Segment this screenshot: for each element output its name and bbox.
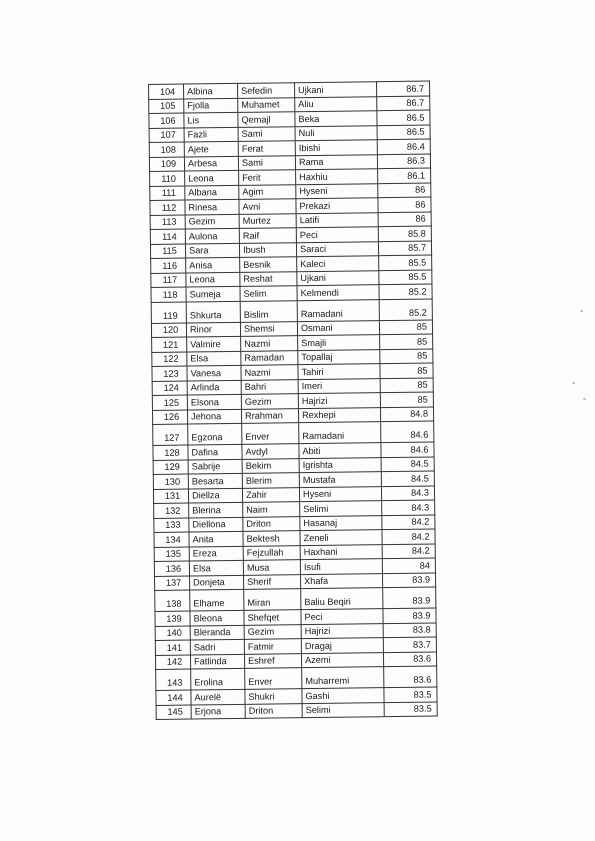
score-cell: 83.6 <box>384 666 437 688</box>
row-number-cell: 116 <box>151 258 186 273</box>
first-name-cell: Arbesa <box>184 156 238 171</box>
last-name-cell: Aliu <box>295 96 377 112</box>
table-row <box>156 702 437 720</box>
last-name-cell: Isufi <box>300 559 382 575</box>
last-name-cell: Latifi <box>296 212 378 228</box>
father-name-cell: Avdyl <box>242 444 299 459</box>
score-cell: 86 <box>378 212 431 227</box>
score-cell: 86.7 <box>377 96 430 111</box>
father-name-cell: Bektesh <box>243 531 300 546</box>
father-name-cell: Naim <box>243 502 300 517</box>
first-name-cell: Anita <box>189 531 243 546</box>
first-name-cell: Donjeta <box>190 575 244 590</box>
father-name-cell: Enver <box>245 668 302 690</box>
last-name-cell: Ramadani <box>297 299 379 321</box>
row-number-cell: 122 <box>152 352 187 367</box>
score-cell: 86.4 <box>377 139 430 154</box>
father-name-cell: Shefqet <box>244 610 301 625</box>
first-name-cell: Elsa <box>187 351 241 366</box>
first-name-cell: Leona <box>186 272 240 287</box>
row-number-cell: 129 <box>153 460 188 475</box>
score-cell: 84.3 <box>382 500 435 515</box>
first-name-cell: Blerina <box>189 502 243 517</box>
first-name-cell: Leona <box>185 170 239 185</box>
first-name-cell: Elsona <box>187 394 241 409</box>
score-cell: 86.3 <box>377 154 430 169</box>
row-number-cell: 138 <box>155 590 190 611</box>
first-name-cell: Jehona <box>187 409 241 424</box>
first-name-cell: Elhame <box>190 589 244 611</box>
last-name-cell: Rexhepi <box>298 407 380 423</box>
score-cell: 85 <box>379 320 432 335</box>
row-number-cell: 123 <box>152 366 187 381</box>
scan-mark <box>583 398 586 400</box>
score-cell: 84.5 <box>381 471 434 486</box>
score-cell: 83.9 <box>383 587 436 609</box>
father-name-cell: Sherif <box>244 574 301 589</box>
last-name-cell: Rama <box>295 154 377 170</box>
first-name-cell: Shkurta <box>186 301 240 323</box>
father-name-cell: Bekim <box>242 458 299 473</box>
father-name-cell: Agim <box>239 184 296 199</box>
score-cell: 84.8 <box>380 407 433 422</box>
row-number-cell: 106 <box>149 113 184 128</box>
first-name-cell: Ereza <box>189 546 243 561</box>
father-name-cell: Gezim <box>244 624 301 639</box>
row-number-cell: 119 <box>151 302 186 323</box>
father-name-cell: Selim <box>240 286 297 301</box>
last-name-cell: Nuli <box>295 125 377 141</box>
first-name-cell: Fjolla <box>184 98 238 113</box>
last-name-cell: Xhafa <box>300 573 382 589</box>
score-cell: 83.5 <box>384 702 437 717</box>
score-cell: 84.6 <box>381 421 434 443</box>
row-number-cell: 125 <box>152 395 187 410</box>
ranking-table-body <box>149 81 438 719</box>
father-name-cell: Driton <box>245 703 302 718</box>
last-name-cell: Hyseni <box>296 183 378 199</box>
row-number-cell: 133 <box>154 518 189 533</box>
father-name-cell: Blerim <box>242 473 299 488</box>
score-cell: 83.9 <box>382 573 435 588</box>
father-name-cell: Sefedin <box>237 83 294 98</box>
score-cell: 84.5 <box>381 457 434 472</box>
first-name-cell: Anisa <box>186 257 240 272</box>
score-cell: 83.6 <box>383 652 436 667</box>
score-cell: 83.7 <box>383 637 436 652</box>
row-number-cell: 135 <box>154 547 189 562</box>
father-name-cell: Ramadan <box>241 350 298 365</box>
score-cell: 85.2 <box>379 284 432 299</box>
father-name-cell: Musa <box>243 560 300 575</box>
row-number-cell: 121 <box>152 337 187 352</box>
score-cell: 86 <box>378 197 431 212</box>
last-name-cell: Ujkani <box>294 82 376 98</box>
row-number-cell: 104 <box>149 84 184 99</box>
last-name-cell: Hasanaj <box>300 515 382 531</box>
score-cell: 85.5 <box>379 255 432 270</box>
first-name-cell: Valmire <box>187 336 241 351</box>
father-name-cell: Qemajl <box>238 112 295 127</box>
first-name-cell: Fazli <box>184 127 238 142</box>
score-cell: 84.2 <box>382 515 435 530</box>
father-name-cell: Eshref <box>244 653 301 668</box>
last-name-cell: Dragaj <box>301 638 383 654</box>
row-number-cell: 131 <box>153 489 188 504</box>
row-number-cell: 127 <box>153 424 188 445</box>
father-name-cell: Ferit <box>239 170 296 185</box>
first-name-cell: Besarta <box>188 473 242 488</box>
row-number-cell: 140 <box>155 626 190 641</box>
ranking-table-wrapper <box>148 81 437 720</box>
last-name-cell: Ramadani <box>299 422 381 444</box>
father-name-cell: Reshat <box>240 271 297 286</box>
father-name-cell: Ferat <box>238 141 295 156</box>
first-name-cell: Aurelë <box>191 689 245 704</box>
row-number-cell: 126 <box>152 410 187 425</box>
last-name-cell: Peci <box>296 227 378 243</box>
last-name-cell: Hajrizi <box>298 393 380 409</box>
last-name-cell: Kaleci <box>297 256 379 272</box>
row-number-cell: 136 <box>154 561 189 576</box>
score-cell: 86.5 <box>377 110 430 125</box>
father-name-cell: Avni <box>239 199 296 214</box>
last-name-cell: Smajli <box>298 335 380 351</box>
score-cell: 84.6 <box>381 442 434 457</box>
score-cell: 84.2 <box>382 544 435 559</box>
row-number-cell: 132 <box>154 503 189 518</box>
first-name-cell: Aulona <box>185 228 239 243</box>
first-name-cell: Fatlinda <box>190 654 244 669</box>
row-number-cell: 144 <box>156 690 191 705</box>
last-name-cell: Selimi <box>300 501 382 517</box>
row-number-cell: 109 <box>149 157 184 172</box>
row-number-cell: 115 <box>150 244 185 259</box>
father-name-cell: Murtez <box>239 213 296 228</box>
father-name-cell: Sami <box>238 126 295 141</box>
last-name-cell: Beka <box>295 111 377 127</box>
first-name-cell: Bleranda <box>190 625 244 640</box>
father-name-cell: Rrahman <box>241 408 298 423</box>
first-name-cell: Lis <box>184 112 238 127</box>
row-number-cell: 145 <box>156 705 191 720</box>
last-name-cell: Gashi <box>302 688 384 704</box>
last-name-cell: Mustafa <box>299 472 381 488</box>
score-cell: 84 <box>382 558 435 573</box>
last-name-cell: Kelmendi <box>297 285 379 301</box>
last-name-cell: Muharremi <box>302 667 384 689</box>
row-number-cell: 143 <box>156 669 191 690</box>
father-name-cell: Sami <box>238 155 295 170</box>
first-name-cell: Dafina <box>188 444 242 459</box>
father-name-cell: Gezim <box>241 394 298 409</box>
last-name-cell: Azemi <box>301 652 383 668</box>
row-number-cell: 130 <box>153 474 188 489</box>
father-name-cell: Nazmi <box>241 336 298 351</box>
first-name-cell: Vanesa <box>187 365 241 380</box>
row-number-cell: 113 <box>150 215 185 230</box>
scan-mark <box>580 310 583 312</box>
last-name-cell: Igrishta <box>299 457 381 473</box>
last-name-cell: Haxhiu <box>296 169 378 185</box>
father-name-cell: Miran <box>244 589 301 611</box>
father-name-cell: Fejzullah <box>243 545 300 560</box>
row-number-cell: 137 <box>155 576 190 591</box>
last-name-cell: Topallaj <box>298 349 380 365</box>
row-number-cell: 107 <box>149 128 184 143</box>
score-cell: 84.3 <box>381 486 434 501</box>
row-number-cell: 120 <box>151 323 186 338</box>
last-name-cell: Zeneli <box>300 530 382 546</box>
first-name-cell: Egzona <box>188 423 242 445</box>
first-name-cell: Sumeja <box>186 286 240 301</box>
score-cell: 83.5 <box>384 687 437 702</box>
last-name-cell: Osmani <box>297 320 379 336</box>
first-name-cell: Rinor <box>186 322 240 337</box>
score-cell: 86 <box>378 183 431 198</box>
father-name-cell: Bislim <box>240 300 297 322</box>
last-name-cell: Hajrizi <box>301 623 383 639</box>
first-name-cell: Sadri <box>190 639 244 654</box>
father-name-cell: Nazmi <box>241 365 298 380</box>
row-number-cell: 139 <box>155 611 190 626</box>
first-name-cell: Albina <box>184 83 238 98</box>
score-cell: 83.9 <box>383 608 436 623</box>
row-number-cell: 124 <box>152 381 187 396</box>
row-number-cell: 128 <box>153 445 188 460</box>
score-cell: 85 <box>380 334 433 349</box>
first-name-cell: Diellona <box>189 517 243 532</box>
score-cell: 86.1 <box>378 168 431 183</box>
first-name-cell: Rinesa <box>185 199 239 214</box>
first-name-cell: Arlinda <box>187 380 241 395</box>
first-name-cell: Sara <box>185 243 239 258</box>
last-name-cell: Ujkani <box>297 270 379 286</box>
first-name-cell: Bleona <box>190 610 244 625</box>
first-name-cell: Ajete <box>184 141 238 156</box>
father-name-cell: Ibush <box>239 242 296 257</box>
score-cell: 86.7 <box>376 81 429 96</box>
father-name-cell: Besnik <box>240 257 297 272</box>
last-name-cell: Saraci <box>296 241 378 257</box>
last-name-cell: Hyseni <box>299 486 381 502</box>
last-name-cell: Selimi <box>302 702 384 718</box>
first-name-cell: Albana <box>185 185 239 200</box>
ranking-table <box>148 81 438 720</box>
first-name-cell: Gezim <box>185 214 239 229</box>
row-number-cell: 110 <box>150 171 185 186</box>
scan-mark <box>572 382 575 384</box>
father-name-cell: Shukri <box>245 689 302 704</box>
first-name-cell: Erolina <box>191 668 245 690</box>
father-name-cell: Raif <box>239 228 296 243</box>
father-name-cell: Driton <box>243 516 300 531</box>
last-name-cell: Tahiri <box>298 364 380 380</box>
first-name-cell: Diellza <box>188 488 242 503</box>
row-number-cell: 117 <box>151 273 186 288</box>
score-cell: 85.5 <box>379 270 432 285</box>
first-name-cell: Sabrije <box>188 459 242 474</box>
row-number-cell: 112 <box>150 200 185 215</box>
score-cell: 83.8 <box>383 623 436 638</box>
first-name-cell: Erjona <box>191 704 245 719</box>
score-cell: 85.7 <box>378 241 431 256</box>
score-cell: 85 <box>380 392 433 407</box>
first-name-cell: Elsa <box>189 560 243 575</box>
score-cell: 85 <box>380 349 433 364</box>
score-cell: 84.2 <box>382 529 435 544</box>
row-number-cell: 108 <box>149 142 184 157</box>
father-name-cell: Enver <box>242 423 299 445</box>
last-name-cell: Imeri <box>298 378 380 394</box>
father-name-cell: Bahri <box>241 379 298 394</box>
father-name-cell: Shemsi <box>240 321 297 336</box>
row-number-cell: 114 <box>150 229 185 244</box>
row-number-cell: 134 <box>154 532 189 547</box>
row-number-cell: 141 <box>155 640 190 655</box>
last-name-cell: Prekazi <box>296 198 378 214</box>
row-number-cell: 105 <box>149 99 184 114</box>
father-name-cell: Zahir <box>242 487 299 502</box>
last-name-cell: Haxhani <box>300 544 382 560</box>
score-cell: 85.2 <box>379 299 432 321</box>
father-name-cell: Fatmir <box>244 639 301 654</box>
last-name-cell: Ibishi <box>295 140 377 156</box>
last-name-cell: Abiti <box>299 443 381 459</box>
last-name-cell: Baliu Beqiri <box>301 588 383 610</box>
row-number-cell: 111 <box>150 186 185 201</box>
score-cell: 85 <box>380 378 433 393</box>
score-cell: 86.5 <box>377 125 430 140</box>
row-number-cell: 142 <box>155 655 190 670</box>
last-name-cell: Peci <box>301 609 383 625</box>
father-name-cell: Muhamet <box>238 97 295 112</box>
score-cell: 85 <box>380 363 433 378</box>
row-number-cell: 118 <box>151 287 186 302</box>
score-cell: 85.8 <box>378 226 431 241</box>
